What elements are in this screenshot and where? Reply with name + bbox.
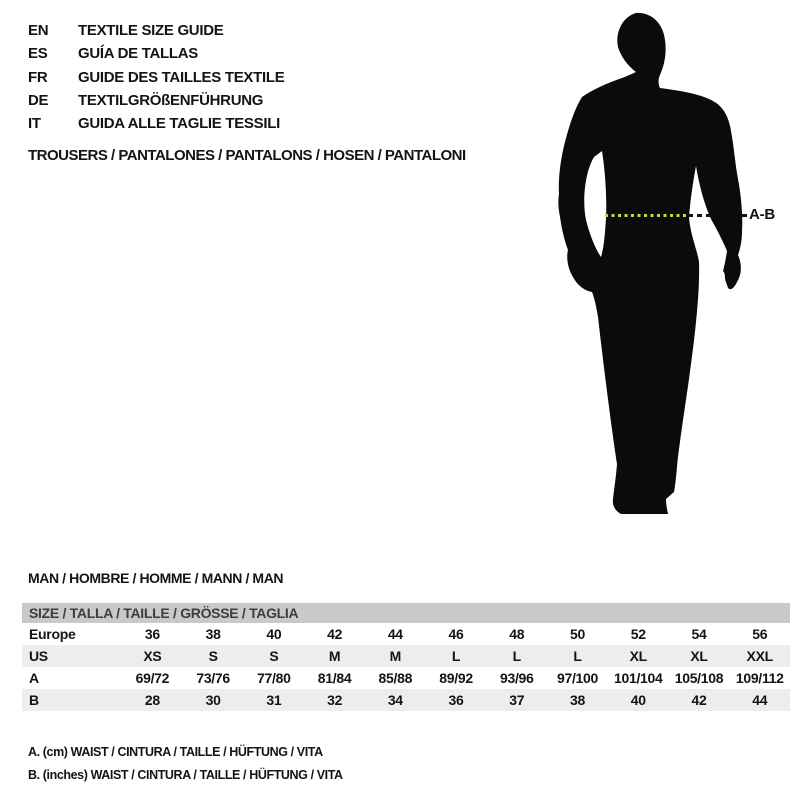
size-value-cell: L xyxy=(512,648,521,664)
size-value-cell: M xyxy=(389,648,401,664)
size-value-cell: M xyxy=(328,648,341,664)
size-value-cell: 40 xyxy=(630,692,646,708)
size-table-header: SIZE / TALLA / TAILLE / GRÖSSE / TAGLIA xyxy=(22,603,790,623)
size-value-cell: 77/80 xyxy=(257,670,291,686)
size-value-cell: 40 xyxy=(266,626,282,642)
size-value-cell: XL xyxy=(690,648,708,664)
category-heading: TROUSERS / PANTALONES / PANTALONS / HOSEN / PANTALONI xyxy=(28,147,466,164)
size-value-cell: L xyxy=(451,648,461,664)
language-title: GUÍA DE TALLAS xyxy=(78,45,198,63)
size-value-cell: 38 xyxy=(570,692,585,708)
language-list xyxy=(28,19,284,135)
language-title: GUIDA ALLE TAGLIE TESSILI xyxy=(78,115,280,133)
man-silhouette-path xyxy=(558,13,742,514)
size-value-cell: 105/108 xyxy=(674,670,724,686)
row-label: Europe xyxy=(29,626,76,642)
size-value-cell: 93/96 xyxy=(500,670,534,686)
note-a-cm: A. (cm) WAIST / CINTURA / TAILLE / HÜFTUNG / VITA xyxy=(28,745,323,759)
size-table xyxy=(22,603,790,711)
man-silhouette xyxy=(550,5,775,520)
size-table-row-us xyxy=(22,645,790,667)
language-title: TEXTILE SIZE GUIDE xyxy=(78,22,224,39)
size-value-cell: 101/104 xyxy=(613,670,663,686)
size-value-cell: XL xyxy=(629,648,647,664)
size-value-cell: 44 xyxy=(387,626,403,642)
size-value-cell: 36 xyxy=(144,626,160,642)
language-title: GUIDE DES TAILLES TEXTILE xyxy=(78,68,285,86)
size-value-cell: 54 xyxy=(691,626,707,642)
row-label: B xyxy=(29,692,39,708)
size-value-cell: 44 xyxy=(752,692,768,708)
size-value-cell: 73/76 xyxy=(196,670,230,686)
size-value-cell: 31 xyxy=(266,692,282,708)
size-table-row-b xyxy=(22,689,790,711)
size-value-cell: 37 xyxy=(509,692,525,708)
size-value-cell: 81/84 xyxy=(317,670,352,686)
waist-measure-line-on-body xyxy=(605,214,689,217)
section-heading-man: MAN / HOMBRE / HOMME / MANN / MAN xyxy=(28,570,284,586)
size-value-cell: 109/112 xyxy=(735,670,784,686)
size-value-cell: 50 xyxy=(570,626,585,642)
measurement-notes xyxy=(28,741,343,787)
language-code: EN xyxy=(28,22,49,39)
size-value-cell: XXL xyxy=(746,648,773,664)
size-value-cell: XS xyxy=(143,648,162,664)
size-table-row-europe xyxy=(22,623,790,645)
size-table-row-a xyxy=(22,667,790,689)
language-title: TEXTILGRÖßENFÜHRUNG xyxy=(78,91,264,109)
row-label: A xyxy=(29,670,39,686)
size-value-cell: 48 xyxy=(509,626,525,642)
size-value-cell: 36 xyxy=(448,692,464,708)
size-value-cell: S xyxy=(269,648,279,664)
size-value-cell: 30 xyxy=(205,692,221,708)
size-value-cell: 46 xyxy=(448,626,464,642)
language-code: FR xyxy=(28,68,48,86)
size-value-cell: 28 xyxy=(144,692,160,708)
size-table-body xyxy=(22,623,790,711)
size-value-cell: 52 xyxy=(630,626,646,642)
size-value-cell: L xyxy=(573,648,582,664)
size-value-cell: 89/92 xyxy=(439,670,473,686)
size-value-cell: 56 xyxy=(752,626,768,642)
size-value-cell: 38 xyxy=(205,626,221,642)
size-value-cell: 32 xyxy=(327,692,343,708)
language-code: ES xyxy=(28,45,48,63)
measure-label-ab: A-B xyxy=(749,206,776,223)
size-value-cell: 42 xyxy=(327,626,343,642)
size-value-cell: 97/100 xyxy=(556,670,599,686)
size-value-cell: 34 xyxy=(387,692,403,708)
language-code: IT xyxy=(28,115,41,133)
note-b-inches: B. (inches) WAIST / CINTURA / TAILLE / HÜFTUNG / VITA xyxy=(28,768,343,782)
language-code: DE xyxy=(28,91,49,109)
size-value-cell: 69/72 xyxy=(135,670,170,686)
row-label: US xyxy=(29,648,48,664)
size-value-cell: 85/88 xyxy=(378,670,413,686)
size-value-cell: 42 xyxy=(691,692,707,708)
size-value-cell: S xyxy=(208,648,218,664)
